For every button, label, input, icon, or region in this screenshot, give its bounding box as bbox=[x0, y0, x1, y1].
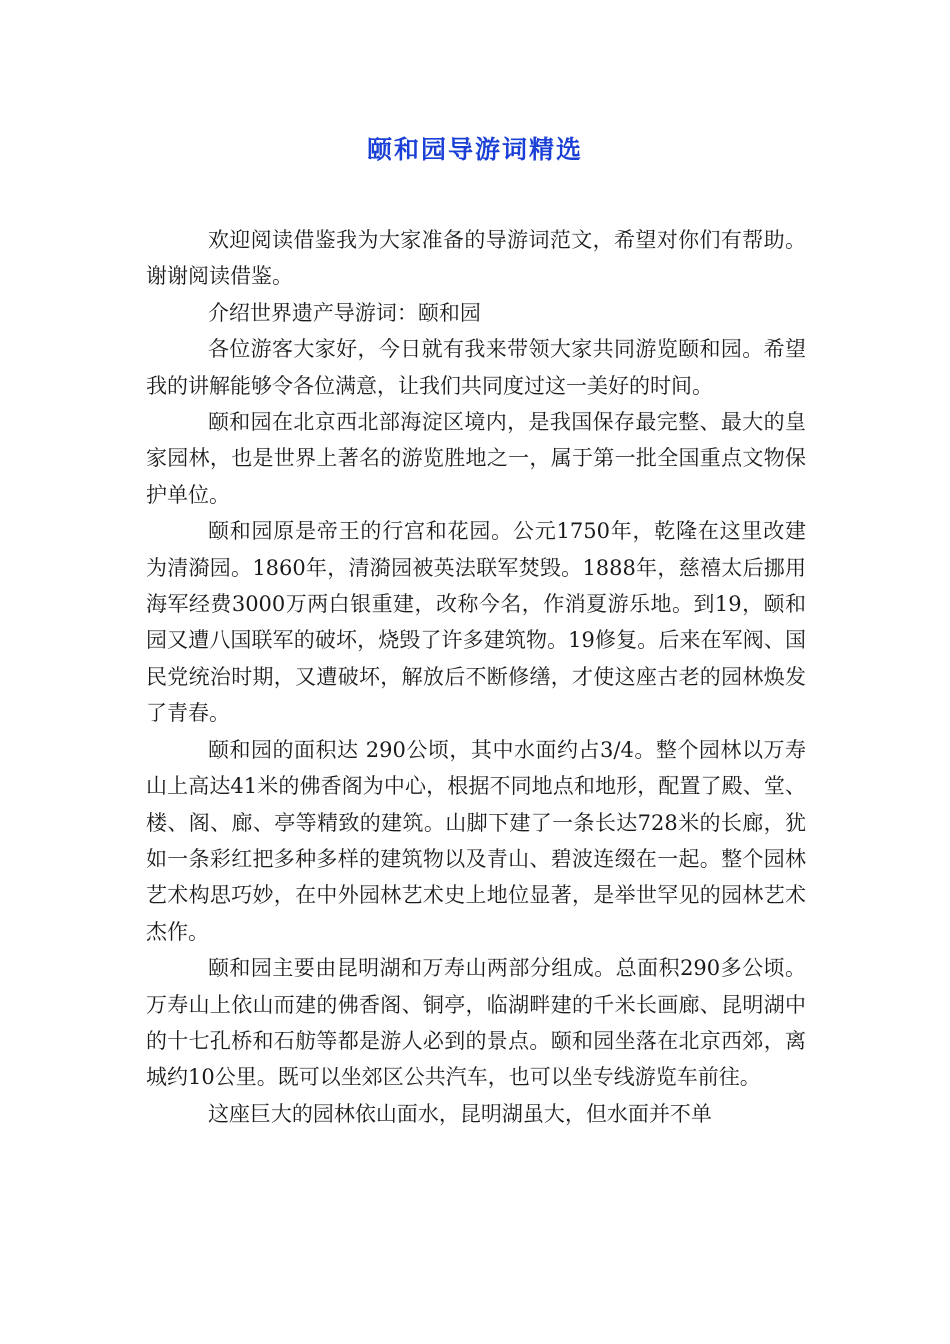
paragraph-composition: 颐和园主要由昆明湖和万寿山两部分组成。总面积290多公顷。万寿山上依山而建的佛香阁、铜亭，临湖畔建的千米长画廊、昆明湖中的十七孔桥和石舫等都是游人必到的景点。颐和园坐落在北京西郊，离城约10公里。既可以坐郊区公共汽车，也可以坐专线游览车前往。 bbox=[146, 956, 806, 1090]
paragraph-location: 颐和园在北京西北部海淀区境内，是我国保存最完整、最大的皇家园林，也是世界上著名的游览胜地之一，属于第一批全国重点文物保护单位。 bbox=[146, 410, 806, 507]
document-body bbox=[146, 222, 806, 1132]
paragraph-greeting: 各位游客大家好，今日就有我来带领大家共同游览颐和园。希望我的讲解能够令各位满意，让我们共同度过这一美好的时间。 bbox=[146, 337, 806, 398]
paragraph-area: 颐和园的面积达 290公顷，其中水面约占3/4。整个园林以万寿山上高达41米的佛香阁为中心，根据不同地点和地形，配置了殿、堂、楼、阁、廊、亭等精致的建筑。山脚下建了一条长达728米的长廊，犹如一条彩红把多种多样的建筑物以及青山、碧波连缀在一起。整个园林艺术构思巧妙，在中外园林艺术史上地位显著，是举世罕见的园林艺术杰作。 bbox=[146, 737, 806, 944]
paragraph-heading: 介绍世界遗产导游词：颐和园 bbox=[207, 300, 481, 325]
paragraph-history: 颐和园原是帝王的行宫和花园。公元1750年，乾隆在这里改建为清漪园。1860年，清漪园被英法联军焚毁。1888年，慈禧太后挪用海军经费3000万两白银重建，改称今名，作消夏游乐地。到19，颐和园又遭八国联军的破坏，烧毁了许多建筑物。19修复。后来在军阀、国民党统治时期，又遭破坏，解放后不断修缮，才使这座古老的园林焕发了青春。 bbox=[146, 519, 806, 726]
paragraph-layout: 这座巨大的园林依山面水，昆明湖虽大，但水面并不单 bbox=[207, 1101, 712, 1126]
document-title: 颐和园导游词精选 bbox=[366, 135, 583, 164]
paragraph-intro: 欢迎阅读借鉴我为大家准备的导游词范文，希望对你们有帮助。谢谢阅读借鉴。 bbox=[146, 228, 806, 289]
